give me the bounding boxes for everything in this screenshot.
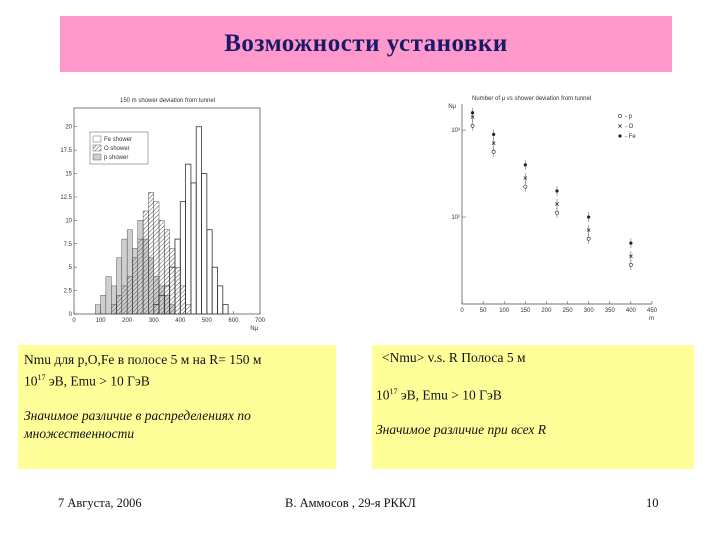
scat-point-fe-4 [587,215,590,218]
hist-legend-label-2: p shower [104,155,129,161]
hist-xtick-label-5: 500 [201,318,212,324]
footer-date: 7 Августа, 2006 [58,496,142,510]
hist-bar-fe-7 [191,183,196,314]
hist-bar-fe-11 [212,267,217,314]
hist-bar-o-9 [159,220,164,314]
energy-base: 10 [24,373,38,389]
histogram-figure [60,92,278,332]
hist-bar-p-2 [106,277,111,314]
hist-ytick-label-7: 17.5 [60,148,72,155]
hist-bar-o-5 [138,239,143,314]
hist-xtick-label-2: 200 [122,318,133,324]
note-left-line2 [24,369,336,391]
scat-legend-label-2: - Fe [625,134,636,140]
note-right-line3: Значимое различие при всех R [376,421,547,437]
hist-bar-fe-13 [223,305,228,314]
scat-point-fe-0 [471,111,474,114]
note-right-line2 [376,383,694,405]
note-left-line1: Nmu для p,O,Fe в полосе 5 м на R= 150 м [24,352,262,367]
energy-base: 10 [376,387,390,403]
scat-point-p-4 [587,237,590,240]
note-left [18,345,336,469]
scat-xtick-label-6: 300 [583,308,594,314]
hist-ytick-label-3: 7.5 [63,241,72,248]
hist-legend-label-0: Fe shower [104,137,133,143]
scat-point-p-0 [471,124,474,127]
scat-ytick-label-1: 10³ [451,128,460,135]
scat-point-fe-2 [524,163,527,166]
hist-bar-fe-10 [207,230,212,314]
hist-xtick-label-6: 600 [228,318,239,324]
scat-xtick-label-7: 350 [604,308,615,314]
hist-bar-o-2 [122,286,127,314]
hist-bar-o-14 [186,305,191,314]
histogram-title: 150 m shower deviation from tunnel [120,98,216,104]
hist-ytick-label-0: 0 [68,312,72,318]
scat-point-p-1 [492,150,495,153]
note-right-line1: <Nmu> v.s. R Полоса 5 м [382,350,526,365]
hist-legend-label-1: O shower [104,146,130,152]
hist-bar-o-11 [170,248,175,314]
hist-xtick-label-7: 700 [254,318,266,324]
histogram-chart [60,92,278,332]
hist-bar-o-10 [164,230,169,314]
scatter-title: Number of μ vs shower deviation from tunnel [472,96,592,102]
hist-bar-fe-6 [186,164,191,314]
scatter-chart [412,82,670,332]
scat-point-p-5 [629,263,632,266]
scat-xlabel: m [649,316,654,322]
hist-bar-fe-8 [196,127,201,314]
scat-xtick-label-2: 100 [499,308,510,314]
hist-bar-o-3 [127,277,132,314]
hist-xtick-label-4: 400 [175,318,186,324]
scat-point-fe-3 [555,189,558,192]
note-right [372,345,694,469]
scat-xtick-label-8: 400 [625,308,636,314]
scat-xtick-label-4: 200 [541,308,552,314]
scat-legend-label-0: - p [625,114,633,120]
energy-rest: эВ, Emu > 10 ГэВ [397,387,502,403]
hist-bar-o-1 [117,295,122,314]
footer-author: В. Аммосов , 29-я РККЛ [285,496,416,510]
title-banner [60,16,672,72]
hist-bar-o-13 [180,286,185,314]
scat-xtick-label-5: 250 [562,308,573,314]
energy-exponent: 17 [389,387,398,396]
energy-rest: эВ, Emu > 10 ГэВ [45,373,150,389]
scat-legend-marker-2 [618,134,621,137]
scat-point-fe-5 [629,242,632,245]
hist-xtick-label-1: 100 [95,318,106,324]
scat-ytick-label-0: 10² [451,215,460,222]
hist-bar-o-7 [148,192,153,314]
hist-xtick-label-3: 300 [148,318,159,324]
hist-ytick-label-4: 10 [65,218,72,225]
scat-ylabel: Nμ [448,104,456,110]
scat-point-fe-1 [492,133,495,136]
energy-exponent: 17 [37,373,46,382]
scat-legend-label-1: - O [625,124,634,130]
hist-ytick-label-2: 5 [68,265,72,272]
hist-bar-p-0 [95,305,100,314]
hist-ytick-label-1: 2.5 [63,288,72,295]
note-left-line3: Значимое различие в распределениях по множественности [24,407,251,441]
hist-bar-o-12 [175,267,180,314]
hist-bar-p-1 [101,295,106,314]
scat-xtick-label-0: 0 [460,308,464,314]
page-number: 10 [646,496,659,510]
hist-bar-fe-12 [217,286,222,314]
hist-legend-swatch-2 [93,154,101,160]
scat-xtick-label-3: 150 [520,308,531,314]
hist-xlabel: Nμ [250,326,258,332]
hist-ytick-label-5: 12.5 [60,194,72,201]
scat-legend-marker-0 [618,114,621,117]
slide-title: Возможности установки [224,30,508,57]
scat-xtick-label-9: 450 [646,308,658,314]
hist-legend-swatch-1 [93,145,101,151]
hist-bar-o-0 [111,305,116,314]
scat-point-p-3 [555,211,558,214]
scat-point-p-2 [524,185,527,188]
hist-ytick-label-8: 20 [65,124,72,131]
hist-legend-swatch-0 [93,136,101,142]
hist-bar-o-4 [132,258,137,314]
hist-bar-fe-9 [202,174,207,314]
scat-xtick-label-1: 50 [479,308,487,314]
hist-bar-o-8 [154,202,159,314]
hist-bar-o-6 [143,211,148,314]
hist-xtick-label-0: 0 [72,318,76,324]
hist-ytick-label-6: 15 [65,171,72,178]
scatter-figure [412,82,670,332]
